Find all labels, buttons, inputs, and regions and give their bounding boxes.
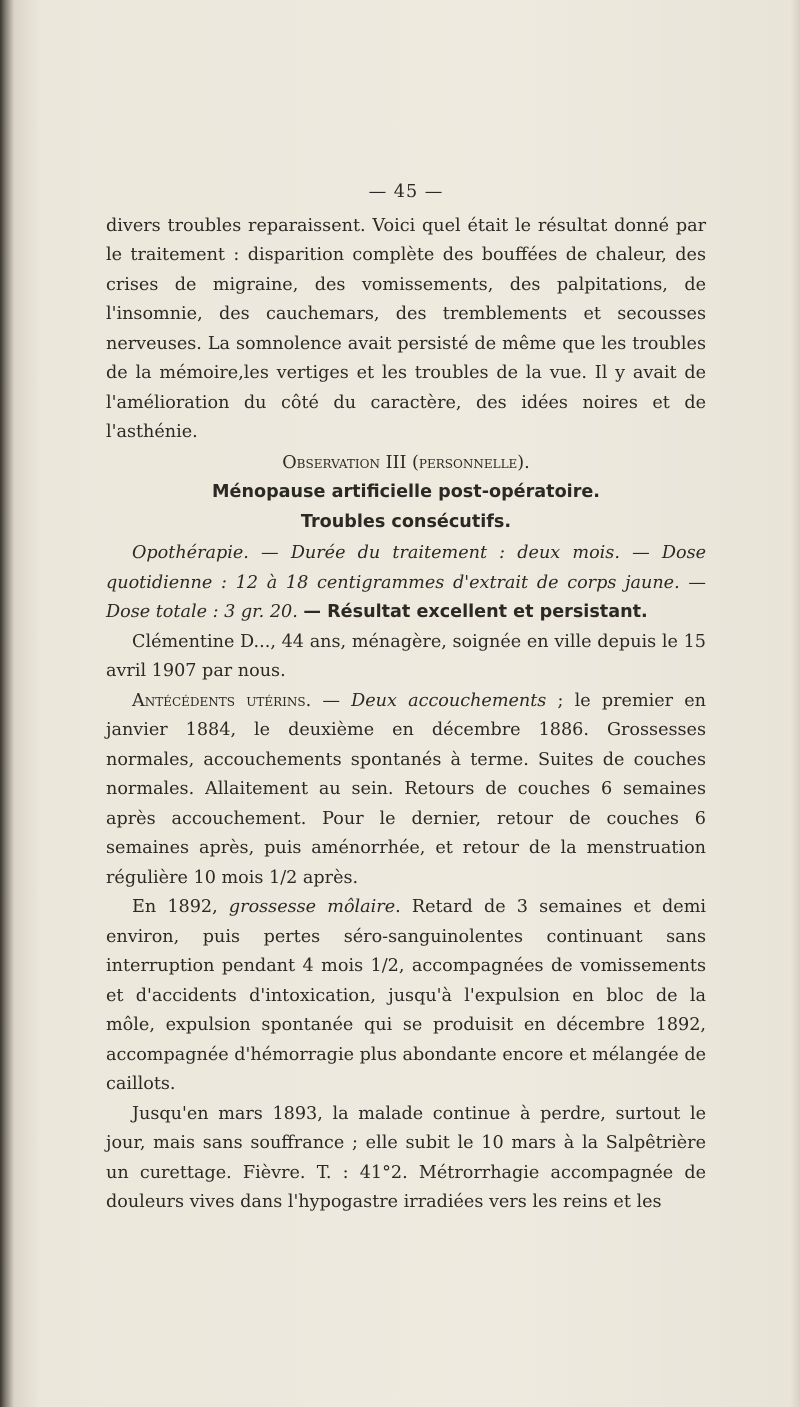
opo-label-3: — Dose totale : bbox=[106, 572, 706, 622]
antecedents-italic: Deux accouchements bbox=[351, 690, 547, 711]
opo-result: — Résultat excellent et persistant. bbox=[303, 602, 648, 622]
para1892-text: . Retard de 3 semaines et demi environ, puis pertes séro-sanguinolentes continuant sans interruption pendant 4 mois 1/2, accompagnées de vomissements et d'accidents d'intoxication, jusqu'à l'expulsion en bloc de la môle, expulsion spontanée qui se produisit en décembre 1892, accompagnée d'hémorragie plus abondante encore et mélangée de caillots. bbox=[106, 897, 706, 1094]
heading-menopause: Ménopause artificielle post-opératoire. bbox=[212, 482, 600, 502]
antecedents-label: Antécédents utérins. bbox=[132, 690, 312, 711]
para1892-start: En 1892, bbox=[132, 897, 229, 917]
paragraph-1893: Jusqu'en mars 1893, la malade continue à perdre, surtout le jour, mais sans souffrance ; elle subit le 10 mars à la Salpêtrière un curettage. Fièvre. T. : 41°2. Métrorrhagie accompagnée de douleurs vives dans l'hypogastre irradiées vers les reins et les bbox=[106, 1103, 706, 1212]
opo-value-2: 12 à 18 centigrammes d'extrait de corps jaune. bbox=[235, 572, 680, 593]
antecedents-dash: — bbox=[311, 690, 352, 711]
antecedents-text: ; le premier en janvier 1884, le deuxième en décembre 1886. Grossesses normales, accouchements spontanés à terme. Suites de couches normales. Allaitement au sein. Retours de couches 6 semaines après accouchement. Pour le dernier, retour de couches 6 semaines après, puis aménorrhée, et retour de la menstruation régulière 10 mois 1/2 après. bbox=[106, 690, 707, 888]
opotherapie-paragraph bbox=[106, 539, 706, 628]
heading-troubles: Troubles consécutifs. bbox=[300, 511, 512, 532]
paragraph-1892 bbox=[106, 893, 706, 1100]
opo-value-1: deux mois. bbox=[517, 543, 620, 563]
paragraph-treatment-results: divers troubles reparaissent. Voici quel était le résultat donné par le traitement : disparition complète des bouffées de chaleur, des crises de migraine, des vomissements, des palpitations, de l'insomnie, des cauchemars, des tremblements et secousses nerveuses. La somnolence avait persisté de même que les troubles de la mémoire,les vertiges et les troubles de la vue. Il y avait de l'amélioration du côté du caractère, des idées noires et de l'asthénie. bbox=[106, 215, 706, 442]
opo-label-1: Opothérapie. — Durée du traitement : bbox=[132, 543, 506, 563]
para1892-italic: grossesse môlaire bbox=[228, 897, 396, 917]
paragraph-clementine: Clémentine D..., 44 ans, ménagère, soignée en ville depuis le 15 avril 1907 par nous. bbox=[106, 631, 706, 681]
text-block bbox=[106, 178, 706, 1218]
observation-title bbox=[106, 449, 706, 479]
opo-value-3: 3 gr. 20. bbox=[224, 602, 298, 622]
observation-title-text: Observation III (personnelle). bbox=[282, 452, 530, 473]
opo-label-2: — Dose quotidienne : bbox=[106, 543, 707, 593]
paragraph-antecedents bbox=[106, 687, 706, 894]
page-number: — 45 — bbox=[368, 182, 444, 202]
